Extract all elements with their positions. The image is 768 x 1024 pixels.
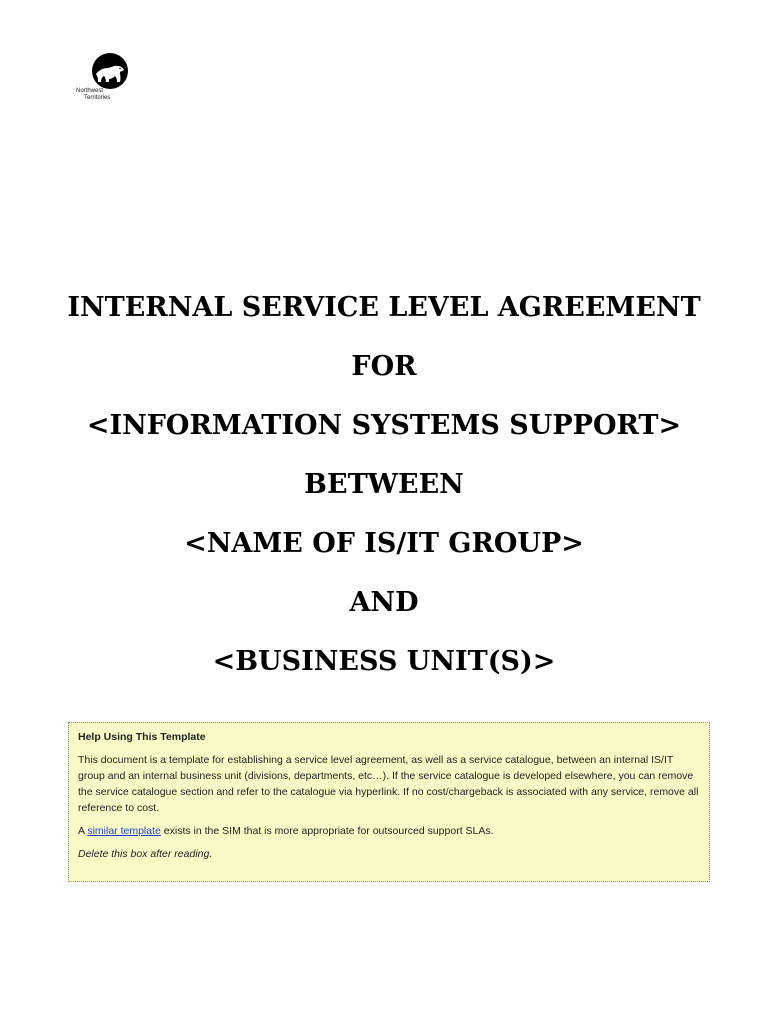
logo-line-1: Northwest (76, 88, 104, 94)
title-line-service: <INFORMATION SYSTEMS SUPPORT> (86, 410, 682, 441)
logo-line-2: Territories (84, 95, 111, 101)
template-help-box (68, 722, 710, 882)
help-box-description: This document is a template for establishing a service level agreement, as well as a service catalogue, between an internal IS/IT group and an internal business unit (divisions, departments, etc…). If the service catalogue is developed elsewhere, you can remove the service catalogue section and refer to the catalogue via hyperlink. If no cost/chargeback is associated with any service, remove all reference to cost. (78, 754, 699, 814)
similar-template-prefix: A (78, 825, 88, 837)
document-title (0, 278, 768, 691)
polar-bear-logo-icon (90, 52, 130, 90)
title-line-agreement: INTERNAL SERVICE LEVEL AGREEMENT (67, 292, 701, 323)
title-line-it-group: <NAME OF IS/IT GROUP> (184, 528, 584, 559)
help-box-delete-note: Delete this box after reading. (78, 848, 213, 860)
title-line-business-units: <BUSINESS UNIT(S)> (212, 646, 556, 677)
similar-template-suffix: exists in the SIM that is more appropriate for outsourced support SLAs. (160, 825, 494, 837)
title-line-between: BETWEEN (304, 469, 464, 500)
northwest-territories-logo (76, 52, 136, 108)
title-line-for: FOR (351, 351, 417, 382)
logo-wordmark (76, 88, 136, 102)
title-line-and: AND (349, 587, 419, 618)
help-box-similar-template-note (78, 823, 700, 839)
similar-template-link[interactable]: similar template (87, 825, 161, 837)
help-box-title: Help Using This Template (78, 731, 206, 743)
